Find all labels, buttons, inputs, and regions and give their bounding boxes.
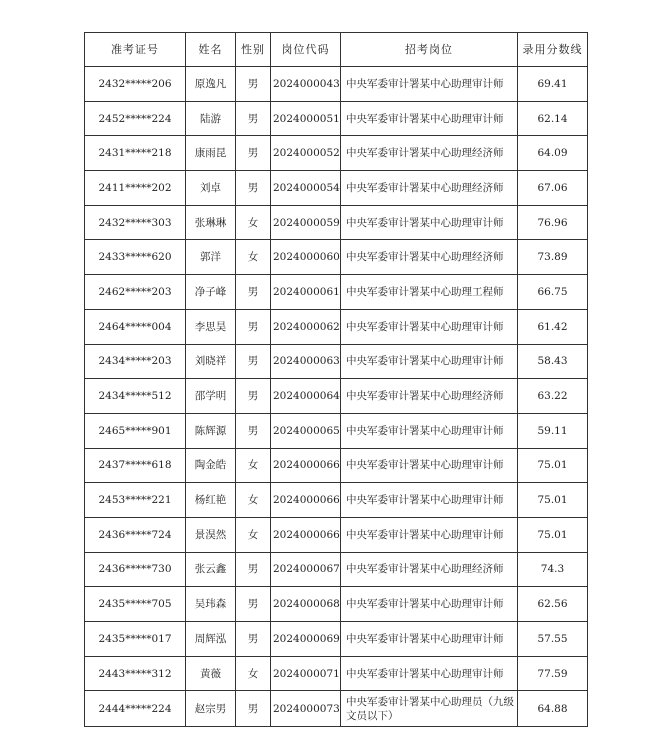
ticket-number-cell: 2444*****224 xyxy=(85,691,186,727)
table-row xyxy=(85,656,588,691)
name-cell: 刘卓 xyxy=(186,171,236,206)
score-line-cell: 66.75 xyxy=(518,275,588,310)
post-cell: 中央军委审计署某中心助理员（九级文员以下） xyxy=(341,691,518,727)
gender-cell: 男 xyxy=(236,552,271,587)
post-cell: 中央军委审计署某中心助理审计师 xyxy=(341,656,518,691)
score-line-cell: 59.11 xyxy=(518,413,588,448)
name-cell: 陆游 xyxy=(186,101,236,136)
ticket-number-cell: 2443*****312 xyxy=(85,656,186,691)
name-cell: 黄薇 xyxy=(186,656,236,691)
name-cell: 原逸凡 xyxy=(186,67,236,102)
post-cell: 中央军委审计署某中心助理审计师 xyxy=(341,101,518,136)
post-code-cell: 2024000064 xyxy=(271,379,341,414)
ticket-number-cell: 2411*****202 xyxy=(85,171,186,206)
header-ticket-number: 准考证号 xyxy=(85,33,186,67)
gender-cell: 男 xyxy=(236,275,271,310)
name-cell: 郭洋 xyxy=(186,240,236,275)
post-code-cell: 2024000067 xyxy=(271,552,341,587)
score-line-cell: 67.06 xyxy=(518,171,588,206)
score-line-cell: 63.22 xyxy=(518,379,588,414)
score-line-cell: 62.56 xyxy=(518,587,588,622)
name-cell: 康雨昆 xyxy=(186,136,236,171)
score-line-cell: 58.43 xyxy=(518,344,588,379)
ticket-number-cell: 2453*****221 xyxy=(85,483,186,518)
post-cell: 中央军委审计署某中心助理经济师 xyxy=(341,552,518,587)
gender-cell: 女 xyxy=(236,656,271,691)
header-row xyxy=(85,33,588,67)
table-row xyxy=(85,171,588,206)
name-cell: 张云鑫 xyxy=(186,552,236,587)
post-code-cell: 2024000063 xyxy=(271,344,341,379)
name-cell: 赵宗男 xyxy=(186,691,236,727)
post-cell: 中央军委审计署某中心助理经济师 xyxy=(341,171,518,206)
ticket-number-cell: 2432*****206 xyxy=(85,67,186,102)
score-line-cell: 62.14 xyxy=(518,101,588,136)
header-post-code: 岗位代码 xyxy=(271,33,341,67)
table-row xyxy=(85,344,588,379)
post-code-cell: 2024000071 xyxy=(271,656,341,691)
post-cell: 中央军委审计署某中心助理工程师 xyxy=(341,275,518,310)
name-cell: 杨红艳 xyxy=(186,483,236,518)
table-row xyxy=(85,205,588,240)
name-cell: 李思昊 xyxy=(186,309,236,344)
post-cell: 中央军委审计署某中心助理审计师 xyxy=(341,67,518,102)
score-line-cell: 75.01 xyxy=(518,517,588,552)
score-line-cell: 73.89 xyxy=(518,240,588,275)
score-line-cell: 77.59 xyxy=(518,656,588,691)
gender-cell: 女 xyxy=(236,517,271,552)
header-gender: 性别 xyxy=(236,33,271,67)
post-cell: 中央军委审计署某中心助理审计师 xyxy=(341,483,518,518)
name-cell: 景淏然 xyxy=(186,517,236,552)
score-line-cell: 64.88 xyxy=(518,691,588,727)
post-code-cell: 2024000069 xyxy=(271,622,341,657)
gender-cell: 男 xyxy=(236,101,271,136)
ticket-number-cell: 2437*****618 xyxy=(85,448,186,483)
table-row xyxy=(85,517,588,552)
post-cell: 中央军委审计署某中心助理审计师 xyxy=(341,448,518,483)
results-table xyxy=(84,32,588,727)
post-code-cell: 2024000066 xyxy=(271,483,341,518)
post-code-cell: 2024000054 xyxy=(271,171,341,206)
table-row xyxy=(85,587,588,622)
name-cell: 吴玮森 xyxy=(186,587,236,622)
gender-cell: 男 xyxy=(236,413,271,448)
post-cell: 中央军委审计署某中心助理审计师 xyxy=(341,587,518,622)
name-cell: 邵学明 xyxy=(186,379,236,414)
name-cell: 陶金皓 xyxy=(186,448,236,483)
post-code-cell: 2024000062 xyxy=(271,309,341,344)
score-line-cell: 69.41 xyxy=(518,67,588,102)
header-name: 姓名 xyxy=(186,33,236,67)
post-code-cell: 2024000059 xyxy=(271,205,341,240)
post-code-cell: 2024000066 xyxy=(271,517,341,552)
post-cell: 中央军委审计署某中心助理审计师 xyxy=(341,344,518,379)
post-cell: 中央军委审计署某中心助理审计师 xyxy=(341,205,518,240)
gender-cell: 男 xyxy=(236,379,271,414)
score-line-cell: 75.01 xyxy=(518,483,588,518)
score-line-cell: 75.01 xyxy=(518,448,588,483)
score-line-cell: 76.96 xyxy=(518,205,588,240)
gender-cell: 女 xyxy=(236,240,271,275)
ticket-number-cell: 2434*****512 xyxy=(85,379,186,414)
ticket-number-cell: 2434*****203 xyxy=(85,344,186,379)
table-row xyxy=(85,67,588,102)
ticket-number-cell: 2435*****705 xyxy=(85,587,186,622)
name-cell: 张琳琳 xyxy=(186,205,236,240)
post-cell: 中央军委审计署某中心助理审计师 xyxy=(341,309,518,344)
post-cell: 中央军委审计署某中心助理审计师 xyxy=(341,622,518,657)
ticket-number-cell: 2432*****303 xyxy=(85,205,186,240)
table-row xyxy=(85,552,588,587)
score-line-cell: 61.42 xyxy=(518,309,588,344)
name-cell: 陈辉源 xyxy=(186,413,236,448)
table-row xyxy=(85,309,588,344)
ticket-number-cell: 2465*****901 xyxy=(85,413,186,448)
post-code-cell: 2024000043 xyxy=(271,67,341,102)
score-line-cell: 64.09 xyxy=(518,136,588,171)
header-post: 招考岗位 xyxy=(341,33,518,67)
post-cell: 中央军委审计署某中心助理审计师 xyxy=(341,517,518,552)
ticket-number-cell: 2464*****004 xyxy=(85,309,186,344)
post-code-cell: 2024000066 xyxy=(271,448,341,483)
gender-cell: 男 xyxy=(236,67,271,102)
ticket-number-cell: 2436*****724 xyxy=(85,517,186,552)
table-row xyxy=(85,379,588,414)
post-cell: 中央军委审计署某中心助理经济师 xyxy=(341,379,518,414)
post-cell: 中央军委审计署某中心助理经济师 xyxy=(341,240,518,275)
table-row xyxy=(85,448,588,483)
table-body xyxy=(85,67,588,727)
table-row xyxy=(85,413,588,448)
post-code-cell: 2024000061 xyxy=(271,275,341,310)
ticket-number-cell: 2435*****017 xyxy=(85,622,186,657)
gender-cell: 女 xyxy=(236,205,271,240)
table-row xyxy=(85,483,588,518)
ticket-number-cell: 2452*****224 xyxy=(85,101,186,136)
gender-cell: 男 xyxy=(236,587,271,622)
post-code-cell: 2024000060 xyxy=(271,240,341,275)
table-row xyxy=(85,101,588,136)
table-row xyxy=(85,275,588,310)
post-cell: 中央军委审计署某中心助理经济师 xyxy=(341,136,518,171)
ticket-number-cell: 2436*****730 xyxy=(85,552,186,587)
score-line-cell: 74.3 xyxy=(518,552,588,587)
post-code-cell: 2024000052 xyxy=(271,136,341,171)
gender-cell: 男 xyxy=(236,691,271,727)
post-code-cell: 2024000073 xyxy=(271,691,341,727)
post-code-cell: 2024000065 xyxy=(271,413,341,448)
gender-cell: 男 xyxy=(236,309,271,344)
score-line-cell: 57.55 xyxy=(518,622,588,657)
post-cell: 中央军委审计署某中心助理审计师 xyxy=(341,413,518,448)
post-code-cell: 2024000051 xyxy=(271,101,341,136)
name-cell: 净子峰 xyxy=(186,275,236,310)
table-row xyxy=(85,691,588,727)
header-score-line: 录用分数线 xyxy=(518,33,588,67)
ticket-number-cell: 2431*****218 xyxy=(85,136,186,171)
gender-cell: 男 xyxy=(236,622,271,657)
gender-cell: 女 xyxy=(236,483,271,518)
gender-cell: 男 xyxy=(236,171,271,206)
gender-cell: 男 xyxy=(236,344,271,379)
name-cell: 周辉泓 xyxy=(186,622,236,657)
name-cell: 刘晓祥 xyxy=(186,344,236,379)
gender-cell: 女 xyxy=(236,448,271,483)
ticket-number-cell: 2462*****203 xyxy=(85,275,186,310)
ticket-number-cell: 2433*****620 xyxy=(85,240,186,275)
post-code-cell: 2024000068 xyxy=(271,587,341,622)
table-row xyxy=(85,136,588,171)
gender-cell: 男 xyxy=(236,136,271,171)
table-row xyxy=(85,622,588,657)
table-row xyxy=(85,240,588,275)
